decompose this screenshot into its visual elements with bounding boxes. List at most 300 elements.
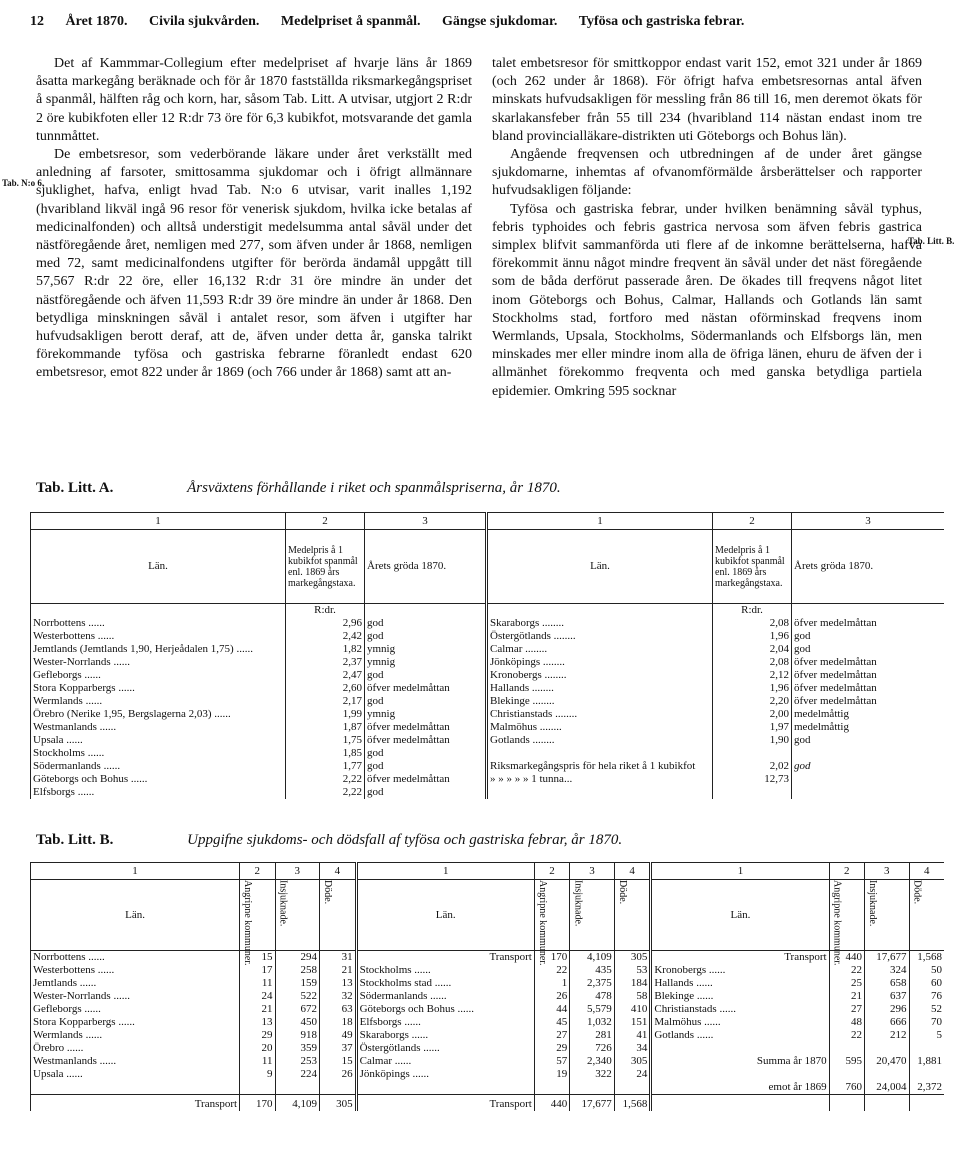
lan-cell: Wester-Norrlands ...... <box>31 656 286 669</box>
col-number: 2 <box>713 513 792 530</box>
insjuknade-cell: 637 <box>865 990 910 1003</box>
lan-cell: Blekinge ...... <box>651 990 829 1003</box>
col-number: 2 <box>286 513 365 530</box>
kommuner-header: Angripne kommuner. <box>536 880 548 966</box>
doda-cell: 70 <box>909 1016 944 1029</box>
doda-cell: 410 <box>614 1003 651 1016</box>
insjuknade-cell: 253 <box>275 1055 320 1068</box>
insjuknade-cell: 2,375 <box>570 977 615 990</box>
table-row <box>31 951 945 965</box>
insjuknade-cell: 450 <box>275 1016 320 1029</box>
lan-cell: Stockholms stad ...... <box>356 977 534 990</box>
lan-cell: Upsala ...... <box>31 734 286 747</box>
table-a-title-line <box>36 480 936 497</box>
doda-cell <box>909 1068 944 1081</box>
kommuner-cell: 15 <box>240 951 275 965</box>
price-cell: 2,60 <box>286 682 365 695</box>
paragraph: Det af Kammmar-Collegium efter medelpriset af hvarje läns år 1869 åsatta markegång beräknade och för år 1870 fastställda riksmarkegångspriset å spanmål, hälften råg och korn, har, såsom Tab. Litt. A utvisar, utgjort 2 R:dr 2 öre kubikfoten eller 12 R:dr 73 öre för 6,3 kubikfot, motsvarande det gamla tunnmåttet. <box>36 56 472 144</box>
doda-cell: 60 <box>909 977 944 990</box>
lan-cell: Christianstads ........ <box>487 708 713 721</box>
price-header: Medelpris å 1 kubikfot spanmål enl. 1869 års markegångstaxa. <box>713 530 792 604</box>
table-row <box>31 1016 945 1029</box>
col-number: 3 <box>275 863 320 880</box>
lan-cell <box>487 786 713 799</box>
lan-cell: Riksmarkegångspris för hela riket å 1 kubikfot <box>487 760 713 773</box>
table-row <box>31 1055 945 1068</box>
price-cell: 1,90 <box>713 734 792 747</box>
price-cell: 2,00 <box>713 708 792 721</box>
lan-cell: Blekinge ........ <box>487 695 713 708</box>
kommuner-cell: 29 <box>534 1042 569 1055</box>
kommuner-cell: 57 <box>534 1055 569 1068</box>
kommuner-cell: 24 <box>240 990 275 1003</box>
insjuknade-cell: 17,677 <box>570 1095 615 1112</box>
col-number: 1 <box>487 513 713 530</box>
price-cell: 2,42 <box>286 630 365 643</box>
table-row <box>31 695 945 708</box>
kommuner-cell <box>829 1042 864 1055</box>
doda-cell <box>320 1081 357 1095</box>
lan-cell: Calmar ...... <box>356 1055 534 1068</box>
harvest-cell: öfver medelmåttan <box>365 734 487 747</box>
insjuknade-cell: 522 <box>275 990 320 1003</box>
price-cell: 1,77 <box>286 760 365 773</box>
lan-cell: Summa år 1870 <box>651 1055 829 1068</box>
lan-cell: Skaraborgs ...... <box>356 1029 534 1042</box>
kommuner-cell: 20 <box>240 1042 275 1055</box>
lan-header: Län. <box>651 880 829 951</box>
table-row <box>31 656 945 669</box>
lan-cell <box>356 1081 534 1095</box>
harvest-cell: god <box>365 695 487 708</box>
total-row <box>31 1095 945 1112</box>
lan-cell: Elfsborgs ...... <box>31 786 286 799</box>
doda-cell: 49 <box>320 1029 357 1042</box>
harvest-cell <box>792 773 945 786</box>
lan-cell: Wermlands ...... <box>31 695 286 708</box>
lan-cell: » » » » » 1 tunna... <box>487 773 713 786</box>
doda-cell: 63 <box>320 1003 357 1016</box>
kommuner-cell: 27 <box>829 1003 864 1016</box>
header-part: Tyfösa och gastriska febrar. <box>578 14 745 29</box>
price-cell: 1,97 <box>713 721 792 734</box>
insjuknade-cell: 212 <box>865 1029 910 1042</box>
harvest-cell: öfver medelmåttan <box>365 682 487 695</box>
kommuner-cell: 13 <box>240 1016 275 1029</box>
harvest-cell: god <box>365 630 487 643</box>
lan-cell: Norrbottens ...... <box>31 617 286 630</box>
lan-cell: emot år 1869 <box>651 1081 829 1095</box>
right-text-column <box>492 55 922 401</box>
price-cell: 1,99 <box>286 708 365 721</box>
insjuknade-cell: 224 <box>275 1068 320 1081</box>
harvest-cell: god <box>792 760 945 773</box>
harvest-cell: ymnig <box>365 656 487 669</box>
kommuner-cell: 22 <box>534 964 569 977</box>
insjuknade-cell: 296 <box>865 1003 910 1016</box>
insjuknade-cell: 294 <box>275 951 320 965</box>
kommuner-cell: 44 <box>534 1003 569 1016</box>
col-number: 1 <box>31 513 286 530</box>
table-row <box>31 734 945 747</box>
lan-cell: Örebro (Nerike 1,95, Bergslagerna 2,03) ...... <box>31 708 286 721</box>
table-b-label: Tab. Litt. B. <box>36 832 114 848</box>
lan-cell: Westmanlands ...... <box>31 721 286 734</box>
table-row <box>31 964 945 977</box>
insjuknade-header: Insjuknade. <box>277 880 289 927</box>
kommuner-cell: 21 <box>240 1003 275 1016</box>
price-cell: 2,47 <box>286 669 365 682</box>
kommuner-header: Angripne kommuner. <box>242 880 254 966</box>
insjuknade-cell: 20,470 <box>865 1055 910 1068</box>
harvest-cell: god <box>792 643 945 656</box>
price-cell <box>713 747 792 760</box>
doda-cell: 24 <box>614 1068 651 1081</box>
harvest-cell: medelmåttig <box>792 708 945 721</box>
col-number: 3 <box>570 863 615 880</box>
price-cell: 1,87 <box>286 721 365 734</box>
insjuknade-cell: 4,109 <box>275 1095 320 1112</box>
kommuner-cell: 21 <box>829 990 864 1003</box>
lan-cell: Hallands ...... <box>651 977 829 990</box>
price-cell: 2,20 <box>713 695 792 708</box>
kommuner-cell <box>240 1081 275 1095</box>
insjuknade-cell: 359 <box>275 1042 320 1055</box>
kommuner-cell: 760 <box>829 1081 864 1095</box>
harvest-cell <box>792 747 945 760</box>
doda-cell <box>614 1081 651 1095</box>
insjuknade-cell: 281 <box>570 1029 615 1042</box>
price-cell: 2,12 <box>713 669 792 682</box>
kommuner-cell: 26 <box>534 990 569 1003</box>
harvest-cell: öfver medelmåttan <box>365 773 487 786</box>
kommuner-cell: 17 <box>240 964 275 977</box>
kommuner-cell: 19 <box>534 1068 569 1081</box>
lan-cell: Stockholms ...... <box>31 747 286 760</box>
harvest-cell <box>792 786 945 799</box>
doda-cell: 76 <box>909 990 944 1003</box>
lan-cell: Kronobergs ........ <box>487 669 713 682</box>
insjuknade-cell: 322 <box>570 1068 615 1081</box>
doda-header: Döde. <box>911 880 923 905</box>
col-number: 1 <box>651 863 829 880</box>
lan-cell: Transport <box>356 951 534 965</box>
doda-cell: 26 <box>320 1068 357 1081</box>
lan-header: Län. <box>31 880 240 951</box>
price-cell: 2,08 <box>713 617 792 630</box>
table-a-title: Årsväxtens förhållande i riket och spanmålspriserna, år 1870. <box>187 480 561 496</box>
harvest-cell: öfver medelmåttan <box>792 617 945 630</box>
doda-cell: 50 <box>909 964 944 977</box>
kommuner-cell: 45 <box>534 1016 569 1029</box>
kommuner-cell: 29 <box>240 1029 275 1042</box>
kommuner-cell <box>534 1081 569 1095</box>
lan-cell: Westmanlands ...... <box>31 1055 240 1068</box>
insjuknade-cell: 17,677 <box>865 951 910 965</box>
price-cell: 12,73 <box>713 773 792 786</box>
doda-cell: 32 <box>320 990 357 1003</box>
lan-cell: Wester-Norrlands ...... <box>31 990 240 1003</box>
kommuner-cell: 22 <box>829 964 864 977</box>
doda-cell: 305 <box>320 1095 357 1112</box>
left-text-column <box>36 55 472 383</box>
price-header: Medelpris å 1 kubikfot spanmål enl. 1869 års markegångstaxa. <box>286 530 365 604</box>
doda-cell: 31 <box>320 951 357 965</box>
lan-cell: Malmöhus ........ <box>487 721 713 734</box>
doda-cell: 21 <box>320 964 357 977</box>
price-cell: 2,37 <box>286 656 365 669</box>
header-part: Civila sjukvården. <box>148 14 260 29</box>
harvest-cell: ymnig <box>365 643 487 656</box>
price-cell: 2,02 <box>713 760 792 773</box>
insjuknade-cell: 4,109 <box>570 951 615 965</box>
doda-cell: 184 <box>614 977 651 990</box>
lan-cell: Jemtlands ...... <box>31 977 240 990</box>
price-cell: 1,85 <box>286 747 365 760</box>
doda-cell: 18 <box>320 1016 357 1029</box>
lan-cell: Norrbottens ...... <box>31 951 240 965</box>
doda-cell: 305 <box>614 951 651 965</box>
col-number: 3 <box>865 863 910 880</box>
doda-cell: 305 <box>614 1055 651 1068</box>
unit-label: R:dr. <box>286 604 365 618</box>
doda-cell: 1,568 <box>614 1095 651 1112</box>
lan-cell: Jönköpings ...... <box>356 1068 534 1081</box>
col-number: 2 <box>534 863 569 880</box>
table-row <box>31 1029 945 1042</box>
lan-header: Län. <box>356 880 534 951</box>
lan-cell: Elfsborgs ...... <box>356 1016 534 1029</box>
lan-cell: Södermanlands ...... <box>31 760 286 773</box>
lan-cell: Transport <box>31 1095 240 1112</box>
table-row <box>31 630 945 643</box>
price-cell: 2,22 <box>286 786 365 799</box>
table-a-label: Tab. Litt. A. <box>36 480 114 496</box>
price-cell: 2,04 <box>713 643 792 656</box>
lan-cell <box>651 1068 829 1081</box>
price-cell: 1,96 <box>713 682 792 695</box>
col-number: 2 <box>829 863 864 880</box>
col-number: 3 <box>365 513 487 530</box>
harvest-header: Årets gröda 1870. <box>365 530 487 604</box>
insjuknade-cell <box>865 1095 910 1112</box>
insjuknade-cell: 2,340 <box>570 1055 615 1068</box>
kommuner-header: Angripne kommuner. <box>831 880 843 966</box>
header-part: Året 1870. <box>65 14 128 29</box>
doda-cell: 58 <box>614 990 651 1003</box>
lan-cell: Jemtlands (Jemtlands 1,90, Herjeådalen 1,75) ...... <box>31 643 286 656</box>
table-row <box>31 1081 945 1095</box>
side-label-right: Tab. Litt. B. <box>908 236 955 246</box>
table-row <box>31 773 945 786</box>
page-header <box>30 14 950 30</box>
lan-cell: Kronobergs ...... <box>651 964 829 977</box>
lan-cell: Jönköpings ........ <box>487 656 713 669</box>
doda-cell: 37 <box>320 1042 357 1055</box>
doda-cell: 2,372 <box>909 1081 944 1095</box>
doda-cell: 41 <box>614 1029 651 1042</box>
lan-cell: Westerbottens ...... <box>31 630 286 643</box>
harvest-cell: öfver medelmåttan <box>792 669 945 682</box>
insjuknade-cell <box>275 1081 320 1095</box>
table-row <box>31 1042 945 1055</box>
insjuknade-cell: 666 <box>865 1016 910 1029</box>
kommuner-cell: 440 <box>534 1095 569 1112</box>
table-row <box>31 760 945 773</box>
lan-cell: Stora Kopparbergs ...... <box>31 1016 240 1029</box>
harvest-cell: god <box>365 617 487 630</box>
lan-cell <box>31 1081 240 1095</box>
lan-cell: Christianstads ...... <box>651 1003 829 1016</box>
doda-cell <box>909 1095 944 1112</box>
harvest-cell: god <box>365 747 487 760</box>
lan-cell: Södermanlands ...... <box>356 990 534 1003</box>
kommuner-cell: 11 <box>240 1055 275 1068</box>
kommuner-cell <box>829 1068 864 1081</box>
doda-cell: 151 <box>614 1016 651 1029</box>
insjuknade-header: Insjuknade. <box>867 880 878 927</box>
doda-cell: 52 <box>909 1003 944 1016</box>
header-part: Medelpriset å spanmål. <box>280 14 421 29</box>
lan-cell: Malmöhus ...... <box>651 1016 829 1029</box>
price-cell: 2,96 <box>286 617 365 630</box>
header-part: Gängse sjukdomar. <box>442 14 558 29</box>
kommuner-cell: 27 <box>534 1029 569 1042</box>
insjuknade-cell: 5,579 <box>570 1003 615 1016</box>
lan-cell: Stockholms ...... <box>356 964 534 977</box>
col-number: 2 <box>240 863 275 880</box>
lan-header: Län. <box>31 530 286 604</box>
table-row <box>31 977 945 990</box>
col-number: 4 <box>614 863 651 880</box>
harvest-cell: öfver medelmåttan <box>792 695 945 708</box>
lan-cell: Skaraborgs ........ <box>487 617 713 630</box>
table-b <box>30 862 944 1111</box>
col-number: 4 <box>909 863 944 880</box>
doda-cell: 1,568 <box>909 951 944 965</box>
price-cell: 2,17 <box>286 695 365 708</box>
insjuknade-cell: 918 <box>275 1029 320 1042</box>
doda-cell: 1,881 <box>909 1055 944 1068</box>
kommuner-cell: 48 <box>829 1016 864 1029</box>
doda-cell: 34 <box>614 1042 651 1055</box>
lan-header: Län. <box>487 530 713 604</box>
col-number: 1 <box>356 863 534 880</box>
harvest-cell: god <box>792 734 945 747</box>
kommuner-cell: 25 <box>829 977 864 990</box>
insjuknade-cell: 159 <box>275 977 320 990</box>
paragraph: Angående freqvensen och utbredningen af de under året gängse sjukdomarne, inhemtas af ofvanomförmälde årsberättelser och rapporter hufvudsakligen följande: <box>492 147 922 199</box>
lan-cell: Gotlands ........ <box>487 734 713 747</box>
lan-cell: Hallands ........ <box>487 682 713 695</box>
harvest-cell: öfver medelmåttan <box>792 656 945 669</box>
price-cell: 1,75 <box>286 734 365 747</box>
insjuknade-cell: 1,032 <box>570 1016 615 1029</box>
price-cell: 2,22 <box>286 773 365 786</box>
table-row <box>31 747 945 760</box>
kommuner-cell: 11 <box>240 977 275 990</box>
lan-cell: Östergötlands ...... <box>356 1042 534 1055</box>
kommuner-cell: 1 <box>534 977 569 990</box>
table-row <box>31 643 945 656</box>
side-label-left: Tab. N:o 6. <box>2 178 45 188</box>
col-number: 1 <box>31 863 240 880</box>
lan-cell: Gefleborgs ...... <box>31 669 286 682</box>
lan-cell: Calmar ........ <box>487 643 713 656</box>
table-row <box>31 990 945 1003</box>
harvest-cell: öfver medelmåttan <box>365 721 487 734</box>
col-number: 3 <box>792 513 945 530</box>
table-row <box>31 682 945 695</box>
doda-cell <box>909 1042 944 1055</box>
table-row <box>31 786 945 799</box>
kommuner-cell: 170 <box>534 951 569 965</box>
lan-cell: Upsala ...... <box>31 1068 240 1081</box>
kommuner-cell <box>829 1095 864 1112</box>
insjuknade-cell: 24,004 <box>865 1081 910 1095</box>
doda-header: Döde. <box>616 880 628 905</box>
lan-cell: Gotlands ...... <box>651 1029 829 1042</box>
lan-cell <box>487 747 713 760</box>
kommuner-cell: 170 <box>240 1095 275 1112</box>
table-b-title-line <box>36 832 936 849</box>
price-cell: 1,82 <box>286 643 365 656</box>
lan-cell: Transport <box>356 1095 534 1112</box>
lan-cell: Wermlands ...... <box>31 1029 240 1042</box>
paragraph: De embetsresor, som vederbörande läkare under året verkställt med anledning af farsoter, smittosamma sjukdomar och i öfrigt allmännare sjuklighet, hafva, enligt hvad Tab. N:o 6 utvisar, varit inalles 1,192 (hvaribland likväl ingå 96 resor för venerisk sjukdom, hvilka icke betalas af medicinalfonden) och alltså understigit medelsumma antal såväl under det nästföregående året, nemligen med 277, som äfven under år 1868, nemligen med 72, samt medicinalfondens utgifter för berörda ändamål uppgått till 57,567 R:dr 22 öre, eller 16,132 R:dr 31 öre mindre än under det nästföregående och äfven 11,593 R:dr 39 öre mindre än under år 1868. Den betydliga minskningen såväl i antalet resor, som äfven i utgifter har hufvudsakligen berott deraf, att de, äfven under detta år, ganska talrikt förekommande tyfösa och gastriska febrarne föranledt endast 620 embetsresor, emot 822 under år 1869 (och 766 under år 1868) samt att an- <box>36 147 472 381</box>
table-row <box>31 708 945 721</box>
price-cell: 2,08 <box>713 656 792 669</box>
lan-cell <box>651 1042 829 1055</box>
table-a <box>30 512 944 799</box>
insjuknade-cell: 435 <box>570 964 615 977</box>
kommuner-cell: 22 <box>829 1029 864 1042</box>
insjuknade-cell <box>865 1042 910 1055</box>
insjuknade-cell: 258 <box>275 964 320 977</box>
lan-cell: Westerbottens ...... <box>31 964 240 977</box>
harvest-cell: god <box>792 630 945 643</box>
paragraph: talet embetsresor för smittkoppor endast varit 152, emot 321 under år 1869 (och 262 under år 1868). För öfrigt hafva embetsresornas antal äfven minskats hufvudsakligen för messling från 86 till 16, men deremot ökats för skarlakansfeber från 55 till 234 (hvaribland 114 nästan endast inom tre bland provincialläkare-distrikten uti Göteborgs och Bohus län). <box>492 56 922 144</box>
lan-cell: Östergötlands ........ <box>487 630 713 643</box>
lan-cell: Göteborgs och Bohus ...... <box>356 1003 534 1016</box>
price-cell <box>713 786 792 799</box>
lan-cell: Stora Kopparbergs ...... <box>31 682 286 695</box>
lan-cell: Göteborgs och Bohus ...... <box>31 773 286 786</box>
unit-label: R:dr. <box>713 604 792 618</box>
lan-cell <box>651 1095 829 1112</box>
lan-cell: Gefleborgs ...... <box>31 1003 240 1016</box>
table-b-title: Uppgifne sjukdoms- och dödsfall af tyfösa och gastriska febrar, år 1870. <box>187 832 623 848</box>
insjuknade-header: Insjuknade. <box>572 880 584 927</box>
harvest-header: Årets gröda 1870. <box>792 530 945 604</box>
insjuknade-cell <box>570 1081 615 1095</box>
insjuknade-cell: 658 <box>865 977 910 990</box>
table-row <box>31 1068 945 1081</box>
doda-header: Döde. <box>322 880 334 905</box>
lan-cell: Transport <box>651 951 829 965</box>
doda-cell: 53 <box>614 964 651 977</box>
table-row <box>31 721 945 734</box>
doda-cell: 13 <box>320 977 357 990</box>
harvest-cell: god <box>365 669 487 682</box>
insjuknade-cell: 672 <box>275 1003 320 1016</box>
harvest-cell: god <box>365 760 487 773</box>
insjuknade-cell <box>865 1068 910 1081</box>
kommuner-cell: 440 <box>829 951 864 965</box>
page-number: 12 <box>30 14 44 29</box>
kommuner-cell: 595 <box>829 1055 864 1068</box>
paragraph: Tyfösa och gastriska febrar, under hvilken benämning såväl typhus, febris typhoides och febris gastrica nervosa som äfven febris gastrica simplex blifvit sammanförda uti flere af de inkomne berättelserna, hafva förekommit ännu något mindre freqvent än såväl under det näst föregående som de båda derförut passerade åren. De ökades till freqvens något litet inom Göteborgs och Bohus, Calmar, Hallands och Gotlands län samt Stockholms stad, fortforo med nästan oförminskad freqvens inom Wermlands, Upsala, Stockholms, Södermanlands och Elfsborgs län, men minskades mer eller mindre inom alla de öfriga länen, ehuru de äfven der i allmänhet förekommo freqventa och med ganska betydliga partiela epidemier. Omkring 595 socknar <box>492 201 922 399</box>
